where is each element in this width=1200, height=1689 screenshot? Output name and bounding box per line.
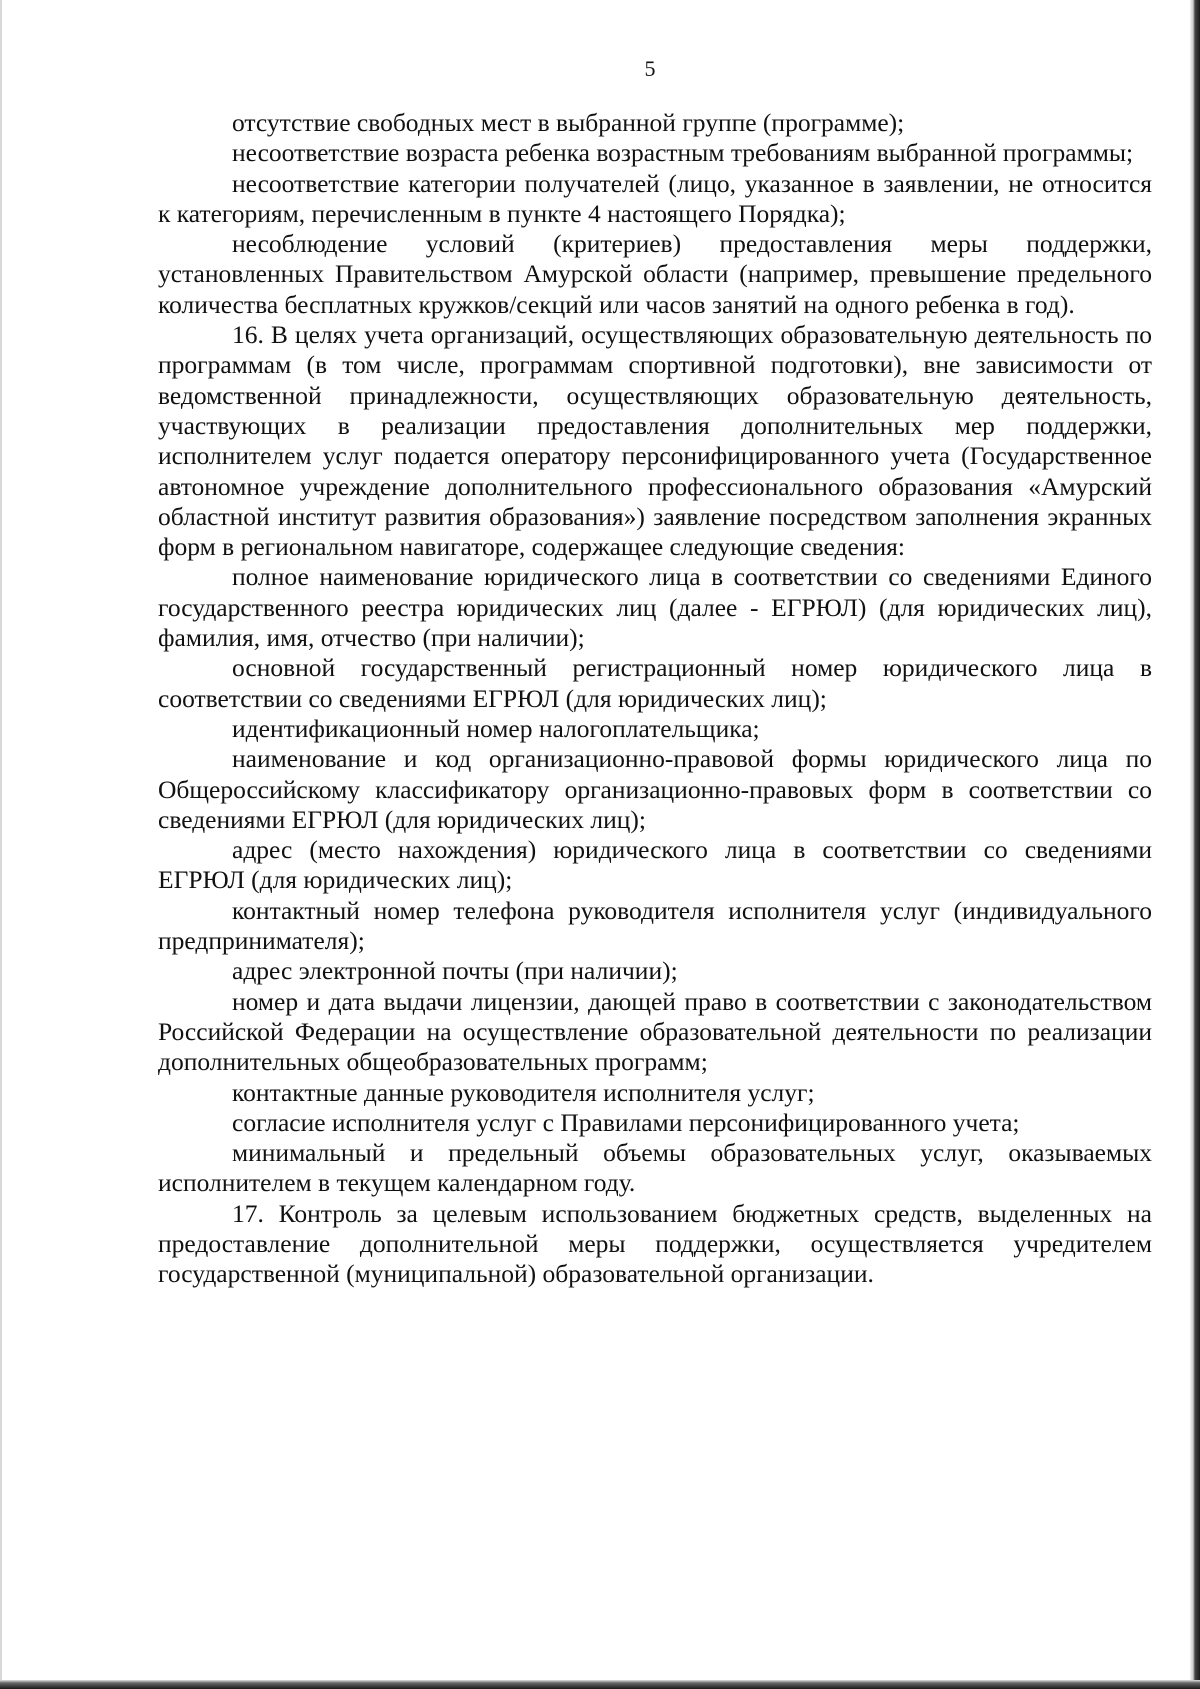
- paragraph-clause-17: 17. Контроль за целевым использованием бюджетных средств, выделенных на предоставление дополнительной меры поддержки, осуществляется учредителем государственной (муниципальной) образовательной организации.: [158, 1198, 1152, 1289]
- list-item-ogrn: основной государственный регистрационный номер юридического лица в соответствии со сведениями ЕГРЮЛ (для юридических лиц);: [158, 653, 1152, 713]
- scan-edge-left: [0, 0, 2, 1689]
- list-item-inn: идентификационный номер налогоплательщика;: [232, 713, 760, 743]
- scan-edge-bottom: [0, 1680, 1200, 1689]
- paragraph-no-free-places: отсутствие свободных мест в выбранной группе (программе);: [232, 108, 905, 137]
- paragraph-category-mismatch: несоответствие категории получателей (лицо, указанное в заявлении, не относится к категориям, перечисленным в пункте 4 настоящего Порядка);: [158, 168, 1152, 228]
- list-item-full-name: полное наименование юридического лица в соответствии со сведениями Единого государственного реестра юридических лиц (далее - ЕГРЮЛ) (для юридических лиц), фамилия, имя, отчество (при наличии);: [158, 562, 1152, 653]
- paragraph-age-mismatch: несоответствие возраста ребенка возрастным требованиям выбранной программы;: [232, 138, 1134, 168]
- list-item-phone: контактный номер телефона руководителя исполнителя услуг (индивидуального предпринимателя);: [158, 895, 1152, 956]
- list-item-email: адрес электронной почты (при наличии);: [232, 956, 678, 986]
- list-item-legal-form: наименование и код организационно-правовой формы юридического лица по Общероссийскому классификатору организационно-правовых форм в соответствии со сведениями ЕГРЮЛ (для юридических лиц);: [158, 744, 1152, 834]
- list-item-address: адрес (место нахождения) юридического лица в соответствии со сведениями ЕГРЮЛ (для юридических лиц);: [158, 835, 1152, 895]
- list-item-service-volumes: минимальный и предельный объемы образовательных услуг, оказываемых исполнителем в текущем календарном году.: [158, 1138, 1152, 1198]
- list-item-consent: согласие исполнителя услуг с Правилами персонифицированного учета;: [232, 1107, 1020, 1137]
- document-body: [158, 108, 1152, 1290]
- list-item-contacts: контактные данные руководителя исполнителя услуг;: [232, 1077, 815, 1107]
- list-item-license: номер и дата выдачи лицензии, дающей право в соответствии с законодательством Российской Федерации на осуществление образовательной деятельности по реализации дополнительных общеобразовательных программ;: [158, 986, 1152, 1077]
- scan-edge-right: [1190, 0, 1200, 1689]
- paragraph-conditions-violation: несоблюдение условий (критериев) предоставления меры поддержки, установленных Правительством Амурской области (например, превышение предельного количества бесплатных кружков/секций или часов занятий на одного ребенка в год).: [158, 229, 1152, 319]
- page-number: 5: [644, 56, 656, 81]
- paragraph-clause-16: 16. В целях учета организаций, осуществляющих образовательную деятельность по программам (в том числе, программам спортивной подготовки), вне зависимости от ведомственной принадлежности, осуществляющих образовательную деятельность, участвующих в реализации предоставления дополнительных мер поддержки, исполнителем услуг подается оператору персонифицированного учета (Государственное автономное учреждение дополнительного профессионального образования «Амурский областной институт развития образования») заявление посредством заполнения экранных форм в региональном навигаторе, содержащее следующие сведения:: [158, 320, 1152, 562]
